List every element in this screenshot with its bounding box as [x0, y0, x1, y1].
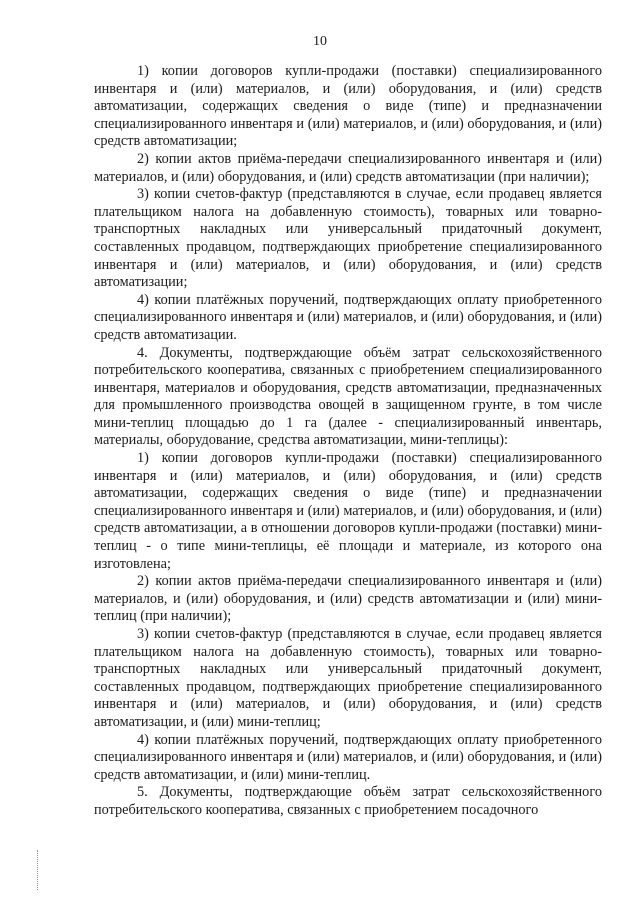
- document-body: [94, 63, 602, 820]
- paragraph-10: 5. Документы, подтверждающие объём затрат сельскохозяйственного потребительского кооператива, связанных с приобретением посадочного: [94, 784, 602, 818]
- paragraph-8: 3) копии счетов-фактур (представляются в случае, если продавец является плательщиком налога на добавленную стоимость), товарных или товарно-транспортных накладных или универсальный придаточный документ, составленных продавцом, подтверждающих приобретение специализированного инвентаря и (или) материалов, и (или) оборудования, и (или) средств автоматизации, и (или) мини-теплиц;: [94, 626, 602, 730]
- paragraph-3: 3) копии счетов-фактур (представляются в случае, если продавец является плательщиком налога на добавленную стоимость), товарных или товарно-транспортных накладных или универсальный придаточный документ, составленных продавцом, подтверждающих приобретение специализированного инвентаря и (или) материалов, и (или) оборудования, и (или) средств автоматизации;: [94, 186, 602, 291]
- paragraph-6: 1) копии договоров купли-продажи (поставки) специализированного инвентаря и (или) материалов, и (или) оборудования, и (или) средств автоматизации, содержащих сведения о виде (типе) и предназначении специализированного инвентаря и (или) материалов, и (или) оборудования, и (или) средств автоматизации, а в отношении договоров купли-продажи (поставки) мини-теплиц - о типе мини-теплицы, её площади и материале, из которого она изготовлена;: [94, 450, 602, 572]
- paragraph-5: 4. Документы, подтверждающие объём затрат сельскохозяйственного потребительского кооператива, связанных с приобретением специализированного инвентаря, материалов и оборудования, средств автоматизации, предназначенных для промышленного производства овощей в защищенном грунте, в том числе мини-теплиц площадью до 1 га (далее - специализированный инвентарь, материалы, оборудование, средства автоматизации, мини-теплицы):: [94, 344, 602, 449]
- paragraph-1: 1) копии договоров купли-продажи (поставки) специализированного инвентаря и (или) материалов, и (или) оборудования, и (или) средств автоматизации, содержащих сведения о виде (типе) и предназначении специализированного инвентаря и (или) материалов, и (или) оборудования, и (или) средств автоматизации;: [94, 63, 602, 150]
- paragraph-7: 2) копии актов приёма-передачи специализированного инвентаря и (или) материалов, и (или) оборудования, и (или) средств автоматизации и (или) мини-теплиц (при наличии);: [94, 573, 602, 625]
- paragraph-9: 4) копии платёжных поручений, подтверждающих оплату приобретенного специализированного инвентаря и (или) материалов, и (или) оборудования, и (или) средств автоматизации, и (или) мини-теплиц.: [94, 731, 602, 783]
- scan-margin-marks: [37, 850, 42, 890]
- paragraph-4: 4) копии платёжных поручений, подтверждающих оплату приобретенного специализированного инвентаря и (или) материалов, и (или) оборудования, и (или) средств автоматизации.: [94, 291, 602, 343]
- page-number: 10: [313, 34, 327, 49]
- paragraph-2: 2) копии актов приёма-передачи специализированного инвентаря и (или) материалов, и (или) оборудования, и (или) средств автоматизации (при наличии);: [94, 150, 602, 185]
